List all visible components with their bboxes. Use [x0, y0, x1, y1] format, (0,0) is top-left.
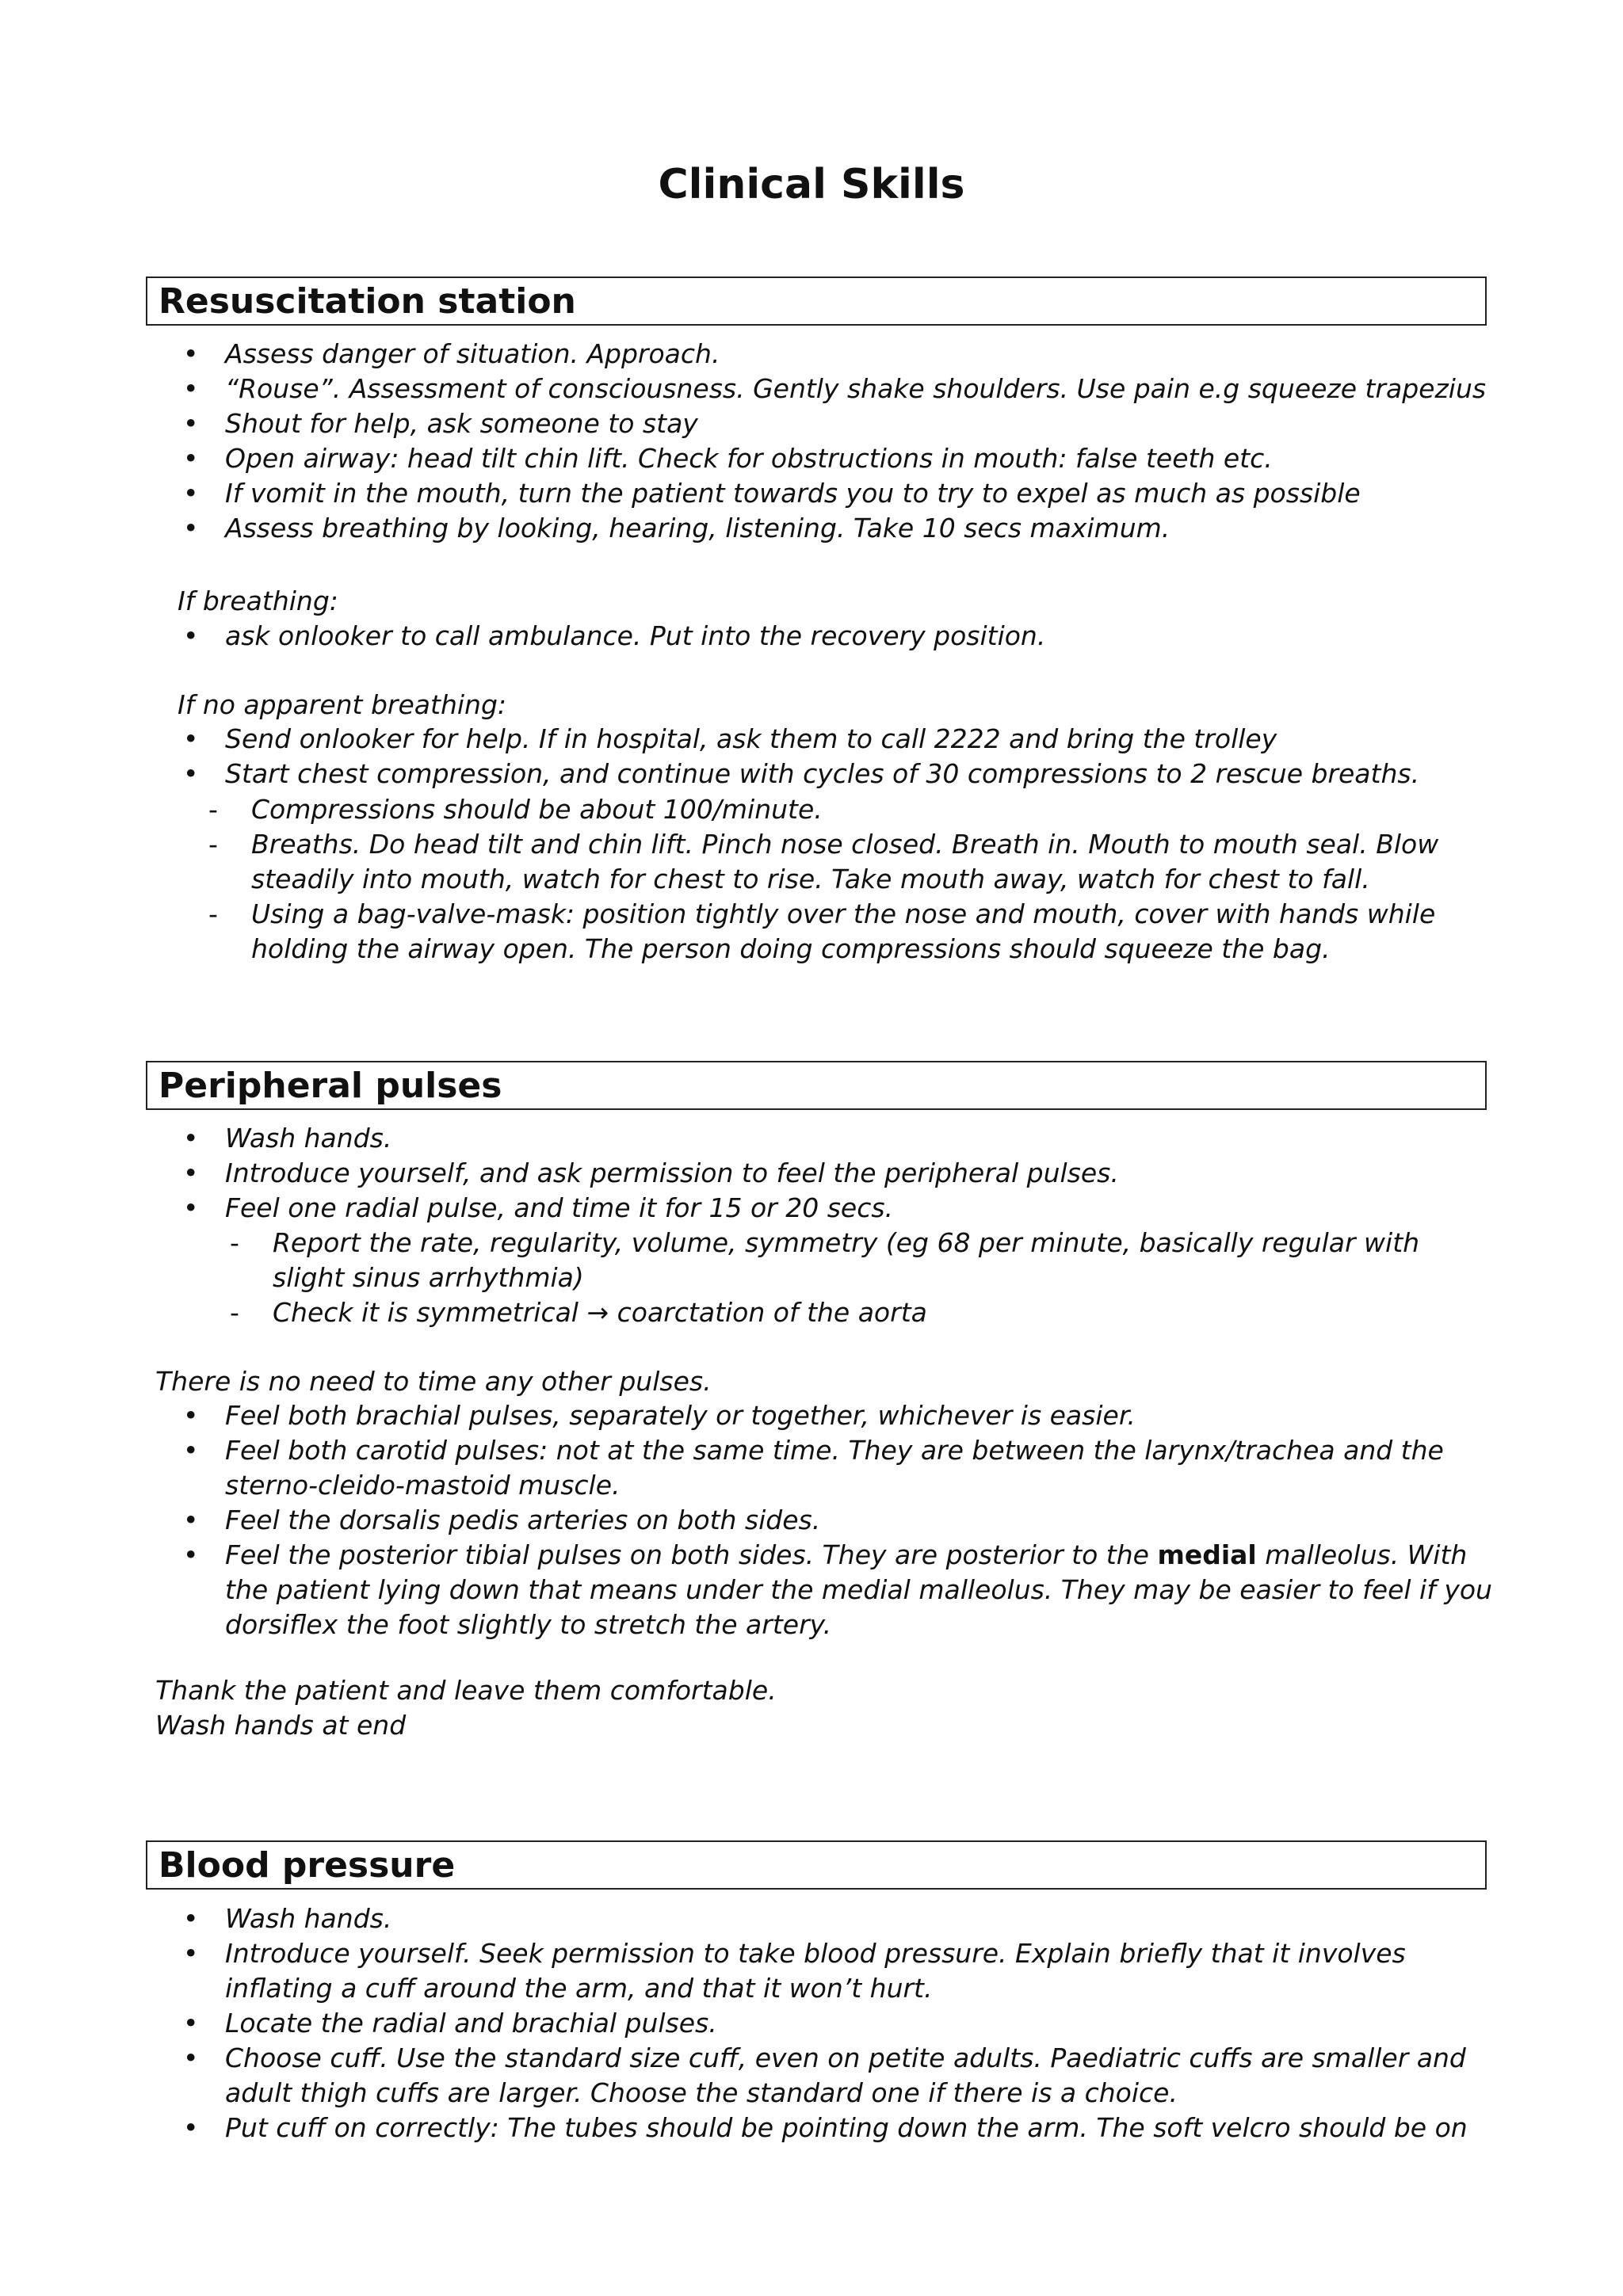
pulses-sub-list [225, 1226, 1453, 1330]
list-item: • Introduce yourself. Seek permission to take blood pressure. Explain briefly that it involves inflating a cuff around the arm, and that it won’t hurt. [154, 1936, 1493, 2006]
tibial-text-rest: malleolus. With the patient lying down that means under the medial malleolus. They may be easier to feel if you dorsiflex the foot slightly to stretch the artery. [225, 1539, 1492, 1640]
no-breathing-label: If no apparent breathing: [178, 689, 507, 720]
list-item: • Start chest compression, and continue with cycles of 30 compressions to 2 rescue breaths. [154, 757, 1493, 791]
closing-wash: Wash hands at end [155, 1710, 407, 1741]
list-item: - Compressions should be about 100/minute. [204, 792, 1464, 827]
list-item: • Open airway: head tilt chin lift. Check for obstructions in mouth: false teeth etc. [154, 441, 1493, 476]
list-item: - Breaths. Do head tilt and chin lift. Pinch nose closed. Breath in. Mouth to mouth seal. Blow steadily into mouth, watch for chest to rise. Take mouth away, watch for chest to fall. [204, 827, 1464, 897]
if-breathing-label: If breathing: [178, 585, 338, 616]
list-item: - Report the rate, regularity, volume, symmetry (eg 68 per minute, basically regular with slight sinus arrhythmia) [225, 1226, 1453, 1295]
bp-steps-list [154, 1901, 1493, 2145]
list-item: • Shout for help, ask someone to stay [154, 406, 1493, 441]
symmetry-text: Check it is symmetrical [273, 1297, 579, 1328]
list-item: • Send onlooker for help. If in hospital, ask them to call 2222 and bring the trolley [154, 722, 1493, 757]
list-item: • “Rouse”. Assessment of consciousness. Gently shake shoulders. Use pain e.g squeeze trapezius [154, 372, 1493, 406]
section-heading: Peripheral pulses [158, 1066, 502, 1106]
pulses-more-list [154, 1398, 1493, 1642]
list-item: • If vomit in the mouth, turn the patient towards you to try to expel as much as possible [154, 476, 1493, 511]
resus-sub-list [204, 792, 1464, 967]
list-item: • Put cuff on correctly: The tubes should be pointing down the arm. The soft velcro should be on [154, 2111, 1493, 2145]
list-item: • Feel both carotid pulses: not at the same time. They are between the larynx/trachea and the sterno-cleido-mastoid muscle. [154, 1433, 1493, 1503]
pulses-steps-list [154, 1121, 1493, 1226]
list-item: • Choose cuff. Use the standard size cuff, even on petite adults. Paediatric cuffs are smaller and adult thigh cuffs are larger. Choose the standard one if there is a choice. [154, 2041, 1493, 2111]
list-item [154, 1538, 1493, 1642]
list-item: • Assess breathing by looking, hearing, listening. Take 10 secs maximum. [154, 511, 1493, 546]
list-item: • Feel the dorsalis pedis arteries on both sides. [154, 1503, 1493, 1538]
section-heading: Resuscitation station [158, 281, 576, 322]
list-item: • Locate the radial and brachial pulses. [154, 2006, 1493, 2041]
section-header-blood-pressure [146, 1840, 1487, 1890]
closing-thank: Thank the patient and leave them comfortable. [155, 1675, 777, 1706]
list-item: • Wash hands. [154, 1901, 1493, 1936]
list-item: - Using a bag-valve-mask: position tightly over the nose and mouth, cover with hands while holding the airway open. The person doing compressions should squeeze the bag. [204, 897, 1464, 967]
section-heading: Blood pressure [158, 1845, 456, 1886]
no-time-note: There is no need to time any other pulses. [155, 1366, 712, 1397]
arrow-right-icon: → [586, 1297, 609, 1328]
list-item [225, 1295, 1453, 1330]
list-item: • Introduce yourself, and ask permission to feel the peripheral pulses. [154, 1156, 1493, 1191]
tibial-bold-word: medial [1157, 1539, 1257, 1570]
no-breathing-list [154, 722, 1493, 791]
list-item: • Assess danger of situation. Approach. [154, 337, 1493, 372]
resus-steps-list [154, 337, 1493, 546]
if-breathing-list [154, 619, 1493, 654]
list-item: • Feel one radial pulse, and time it for 15 or 20 secs. [154, 1191, 1493, 1226]
list-item: • ask onlooker to call ambulance. Put into the recovery position. [154, 619, 1493, 654]
section-header-resuscitation [146, 277, 1487, 326]
list-item: • Wash hands. [154, 1121, 1493, 1156]
section-header-peripheral-pulses [146, 1061, 1487, 1110]
tibial-text: Feel the posterior tibial pulses on both sides. They are posterior to the [225, 1539, 1149, 1570]
page-title: Clinical Skills [658, 161, 965, 208]
symmetry-result: coarctation of the aorta [617, 1297, 927, 1328]
list-item: • Feel both brachial pulses, separately or together, whichever is easier. [154, 1398, 1493, 1433]
